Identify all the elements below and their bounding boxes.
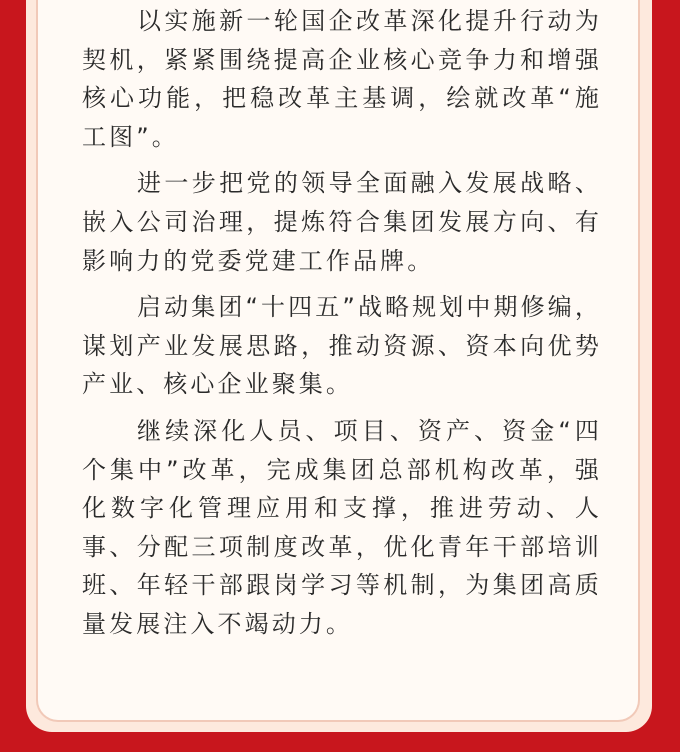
paragraph-party-leadership: 进一步把党的领导全面融入发展战略、嵌入公司治理，提炼符合集团发展方向、有影响力的党委党建工作品牌。: [82, 169, 602, 275]
article-body: [82, 2, 602, 652]
paragraph-four-concentrations: 继续深化人员、项目、资产、资金“四个集中”改革，完成集团总部机构改革，强化数字化管理应用和支撑，推进劳动、人事、分配三项制度改革，优化青年干部培训班、年轻干部跟岗学习等机制，为集团高质量发展注入不竭动力。: [82, 416, 602, 638]
paragraph-strategy-plan: 启动集团“十四五”战略规划中期修编，谋划产业发展思路，推动资源、资本向优势产业、核心企业聚集。: [82, 293, 602, 399]
paragraph-reform-blueprint: 以实施新一轮国企改革深化提升行动为契机，紧紧围绕提高企业核心竞争力和增强核心功能，把稳改革主基调，绘就改革“施工图”。: [82, 7, 602, 151]
